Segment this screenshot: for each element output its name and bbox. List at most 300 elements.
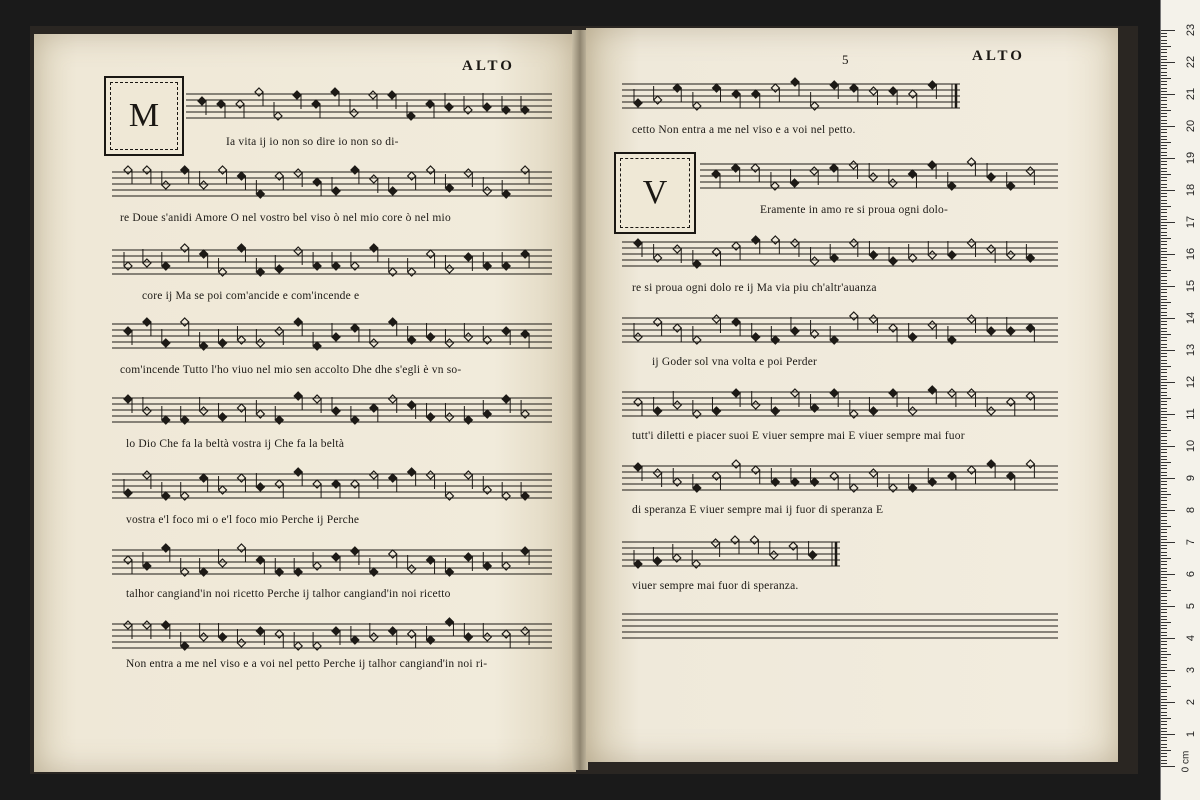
- note-head: [332, 480, 340, 488]
- ruler-minor-tick: [1161, 753, 1167, 754]
- note-head: [408, 268, 416, 276]
- note-head: [731, 536, 739, 544]
- note-head: [830, 254, 838, 262]
- note-head: [521, 547, 529, 555]
- ruler-minor-tick: [1161, 260, 1167, 261]
- lyric-line: di speranza E viuer sempre mai ij fuor di speranza E: [632, 504, 884, 516]
- ruler-number: 21: [1185, 87, 1197, 101]
- ruler-tick: [1161, 478, 1175, 479]
- note-head: [237, 404, 245, 412]
- ruler-tick: [1161, 318, 1175, 319]
- ruler-minor-tick: [1161, 171, 1167, 172]
- note-head: [427, 333, 435, 341]
- ruler-minor-tick: [1161, 504, 1167, 505]
- ruler-minor-tick: [1161, 526, 1171, 527]
- note-head: [521, 492, 529, 500]
- ruler-minor-tick: [1161, 379, 1167, 380]
- ruler-minor-tick: [1161, 123, 1167, 124]
- ruler-minor-tick: [1161, 676, 1167, 677]
- music-staff: [112, 316, 552, 356]
- ruler-minor-tick: [1161, 593, 1167, 594]
- ruler-minor-tick: [1161, 331, 1167, 332]
- ruler-minor-tick: [1161, 52, 1167, 53]
- note-head: [313, 395, 321, 403]
- ruler-minor-tick: [1161, 33, 1167, 34]
- note-head: [693, 484, 701, 492]
- note-head: [673, 401, 681, 409]
- ruler-minor-tick: [1161, 443, 1167, 444]
- ruler-minor-tick: [1161, 523, 1167, 524]
- note-head: [162, 339, 170, 347]
- note-head: [219, 486, 227, 494]
- ruler-minor-tick: [1161, 558, 1171, 559]
- note-head: [124, 166, 132, 174]
- ruler-minor-tick: [1161, 436, 1167, 437]
- note-head: [968, 389, 976, 397]
- note-head: [502, 327, 510, 335]
- note-head: [143, 259, 151, 267]
- note-head: [1007, 182, 1015, 190]
- ruler-minor-tick: [1161, 408, 1167, 409]
- note-head: [313, 480, 321, 488]
- note-head: [673, 84, 681, 92]
- ruler-minor-tick: [1161, 612, 1167, 613]
- note-head: [275, 265, 283, 273]
- note-head: [712, 407, 720, 415]
- ruler-minor-tick: [1161, 40, 1167, 41]
- ruler-minor-tick: [1161, 590, 1171, 591]
- left-page-header: ALTO: [462, 58, 515, 74]
- ruler-minor-tick: [1161, 616, 1167, 617]
- note-head: [408, 401, 416, 409]
- note-head: [909, 90, 917, 98]
- note-head: [407, 112, 415, 120]
- note-head: [948, 389, 956, 397]
- note-head: [889, 484, 897, 492]
- ruler-number: 18: [1185, 183, 1197, 197]
- ruler-minor-tick: [1161, 107, 1167, 108]
- note-head: [732, 164, 740, 172]
- note-head: [332, 553, 340, 561]
- note-head: [770, 551, 778, 559]
- ruler-minor-tick: [1161, 56, 1167, 57]
- note-head: [634, 560, 642, 568]
- note-head: [293, 91, 301, 99]
- note-head: [1007, 472, 1015, 480]
- note-head: [464, 633, 472, 641]
- note-head: [294, 318, 302, 326]
- note-head: [236, 100, 244, 108]
- note-head: [313, 178, 321, 186]
- ruler-minor-tick: [1161, 651, 1167, 652]
- ruler-tick: [1161, 62, 1175, 63]
- ruler-minor-tick: [1161, 296, 1167, 297]
- note-head: [275, 630, 283, 638]
- ruler-minor-tick: [1161, 212, 1167, 213]
- ruler-minor-tick: [1161, 308, 1167, 309]
- note-head: [275, 327, 283, 335]
- note-head: [219, 413, 227, 421]
- note-head: [294, 642, 302, 650]
- ruler-tick: [1161, 126, 1175, 127]
- ruler-tick: [1161, 542, 1175, 543]
- note-head: [752, 90, 760, 98]
- lyric-line: viuer sempre mai fuor di speranza.: [632, 580, 799, 592]
- note-head: [771, 236, 779, 244]
- ruler-minor-tick: [1161, 452, 1167, 453]
- ruler-tick: [1161, 382, 1175, 383]
- note-head: [869, 407, 877, 415]
- ruler-minor-tick: [1161, 328, 1167, 329]
- note-head: [351, 480, 359, 488]
- ruler-number: 2: [1185, 698, 1197, 706]
- note-head: [370, 568, 378, 576]
- note-head: [389, 318, 397, 326]
- ruler-minor-tick: [1161, 718, 1171, 719]
- ruler-minor-tick: [1161, 641, 1167, 642]
- ruler-minor-tick: [1161, 49, 1167, 50]
- ruler-minor-tick: [1161, 177, 1167, 178]
- note-head: [312, 100, 320, 108]
- note-head: [370, 339, 378, 347]
- ruler-minor-tick: [1161, 635, 1167, 636]
- note-head: [389, 395, 397, 403]
- ruler-minor-tick: [1161, 75, 1167, 76]
- note-head: [427, 413, 435, 421]
- note-head: [811, 478, 819, 486]
- note-head: [408, 468, 416, 476]
- note-head: [389, 627, 397, 635]
- note-head: [830, 81, 838, 89]
- ruler-minor-tick: [1161, 696, 1167, 697]
- ruler-minor-tick: [1161, 411, 1167, 412]
- note-head: [445, 413, 453, 421]
- note-head: [752, 466, 760, 474]
- ruler-minor-tick: [1161, 385, 1167, 386]
- lyric-line: Eramente in amo re si proua ogni dolo-: [760, 204, 949, 216]
- ruler-tick: [1161, 350, 1175, 351]
- ruler-minor-tick: [1161, 164, 1167, 165]
- note-head: [181, 642, 189, 650]
- note-head: [751, 164, 759, 172]
- ruler-minor-tick: [1161, 728, 1167, 729]
- note-head: [389, 550, 397, 558]
- ruler-minor-tick: [1161, 142, 1171, 143]
- note-head: [948, 182, 956, 190]
- note-head: [987, 245, 995, 253]
- ruler-minor-tick: [1161, 449, 1167, 450]
- ruler-tick: [1161, 638, 1175, 639]
- note-head: [445, 492, 453, 500]
- lyric-line: Non entra a me nel viso e a voi nel petto Perche ij talhor cangiand'in noi ri-: [126, 658, 488, 670]
- ruler-minor-tick: [1161, 264, 1167, 265]
- note-head: [1007, 251, 1015, 259]
- note-head: [654, 318, 662, 326]
- ruler-number: 23: [1185, 23, 1197, 37]
- note-head: [909, 407, 917, 415]
- ruler-minor-tick: [1161, 168, 1167, 169]
- note-head: [502, 630, 510, 638]
- ruler-minor-tick: [1161, 363, 1167, 364]
- ruler-number: 14: [1185, 311, 1197, 325]
- ruler-minor-tick: [1161, 683, 1167, 684]
- ruler-minor-tick: [1161, 305, 1167, 306]
- music-staff: [186, 86, 552, 126]
- ruler-minor-tick: [1161, 596, 1167, 597]
- lyric-line: ij Goder sol vna volta e poi Perder: [652, 356, 818, 368]
- ruler-minor-tick: [1161, 433, 1167, 434]
- ruler-minor-tick: [1161, 712, 1167, 713]
- note-head: [771, 182, 779, 190]
- ruler-number: 6: [1185, 570, 1197, 578]
- note-head: [124, 489, 132, 497]
- note-head: [181, 166, 189, 174]
- ruler-minor-tick: [1161, 664, 1167, 665]
- ruler-minor-tick: [1161, 360, 1167, 361]
- ruler-minor-tick: [1161, 731, 1167, 732]
- ruler-minor-tick: [1161, 193, 1167, 194]
- note-head: [294, 568, 302, 576]
- note-head: [634, 333, 642, 341]
- note-head: [294, 468, 302, 476]
- note-head: [732, 242, 740, 250]
- ruler-minor-tick: [1161, 276, 1167, 277]
- music-staff: [112, 616, 552, 656]
- ruler-minor-tick: [1161, 484, 1167, 485]
- note-head: [830, 472, 838, 480]
- note-head: [909, 484, 917, 492]
- ruler-minor-tick: [1161, 302, 1171, 303]
- ruler-tick: [1161, 158, 1175, 159]
- note-head: [483, 336, 491, 344]
- ruler-minor-tick: [1161, 763, 1167, 764]
- note-head: [389, 268, 397, 276]
- ruler-number: 13: [1185, 343, 1197, 357]
- note-head: [219, 268, 227, 276]
- ruler-minor-tick: [1161, 756, 1167, 757]
- note-head: [294, 392, 302, 400]
- ruler-minor-tick: [1161, 536, 1167, 537]
- ruler-tick: [1161, 510, 1175, 511]
- ruler-tick: [1161, 446, 1175, 447]
- note-head: [370, 175, 378, 183]
- music-staff: [112, 164, 552, 204]
- initial-letter-v: V: [642, 174, 668, 211]
- note-head: [200, 250, 208, 258]
- decorated-initial-m: [104, 76, 184, 156]
- ruler-number: 11: [1185, 408, 1197, 420]
- note-head: [256, 627, 264, 635]
- ruler-minor-tick: [1161, 705, 1167, 706]
- note-head: [464, 333, 472, 341]
- note-head: [889, 87, 897, 95]
- ruler-minor-tick: [1161, 267, 1167, 268]
- ruler-minor-tick: [1161, 376, 1167, 377]
- ruler-minor-tick: [1161, 187, 1167, 188]
- ruler-minor-tick: [1161, 456, 1167, 457]
- note-head: [426, 100, 434, 108]
- ruler-minor-tick: [1161, 209, 1167, 210]
- ruler-minor-tick: [1161, 116, 1167, 117]
- note-head: [850, 161, 858, 169]
- note-head: [791, 78, 799, 86]
- note-head: [181, 568, 189, 576]
- ruler-minor-tick: [1161, 398, 1171, 399]
- note-head: [752, 236, 760, 244]
- note-head: [673, 324, 681, 332]
- ruler-minor-tick: [1161, 59, 1167, 60]
- ruler-minor-tick: [1161, 248, 1167, 249]
- note-head: [274, 112, 282, 120]
- note-head: [948, 336, 956, 344]
- note-head: [275, 172, 283, 180]
- note-head: [928, 321, 936, 329]
- ruler-minor-tick: [1161, 580, 1167, 581]
- note-head: [256, 483, 264, 491]
- ruler-minor-tick: [1161, 395, 1167, 396]
- note-head: [1007, 398, 1015, 406]
- note-head: [124, 327, 132, 335]
- ruler-minor-tick: [1161, 235, 1167, 236]
- lyric-line: re Doue s'anidi Amore O nel vostro bel viso ò nel mio core ò nel mio: [120, 212, 451, 224]
- ruler-minor-tick: [1161, 148, 1167, 149]
- ruler-minor-tick: [1161, 760, 1167, 761]
- ruler-minor-tick: [1161, 180, 1167, 181]
- ruler-tick: [1161, 254, 1175, 255]
- note-head: [811, 257, 819, 265]
- note-head: [502, 395, 510, 403]
- note-head: [771, 407, 779, 415]
- note-head: [162, 416, 170, 424]
- note-head: [313, 642, 321, 650]
- ruler-minor-tick: [1161, 619, 1167, 620]
- note-head: [850, 239, 858, 247]
- note-head: [427, 556, 435, 564]
- ruler-minor-tick: [1161, 241, 1167, 242]
- note-head: [427, 471, 435, 479]
- note-head: [445, 103, 453, 111]
- note-head: [967, 158, 975, 166]
- ruler-minor-tick: [1161, 155, 1167, 156]
- note-head: [869, 173, 877, 181]
- note-head: [237, 172, 245, 180]
- note-head: [909, 333, 917, 341]
- ruler-minor-tick: [1161, 744, 1167, 745]
- ruler-minor-tick: [1161, 632, 1167, 633]
- note-head: [771, 478, 779, 486]
- music-staff: [112, 542, 552, 582]
- note-head: [789, 542, 797, 550]
- ruler-unit-label: 0 cm: [1180, 750, 1192, 773]
- ruler-tick: [1161, 30, 1175, 31]
- ruler-minor-tick: [1161, 196, 1167, 197]
- ruler-tick: [1161, 286, 1175, 287]
- ruler-minor-tick: [1161, 654, 1171, 655]
- note-head: [255, 88, 263, 96]
- note-head: [987, 460, 995, 468]
- ruler-minor-tick: [1161, 564, 1167, 565]
- ruler-minor-tick: [1161, 721, 1167, 722]
- note-head: [968, 315, 976, 323]
- ruler-minor-tick: [1161, 225, 1167, 226]
- lyric-line: tutt'i diletti e piacer suoi E viuer sempre mai E viuer sempre mai fuor: [632, 430, 965, 442]
- ruler-minor-tick: [1161, 321, 1167, 322]
- ruler-minor-tick: [1161, 356, 1167, 357]
- ruler-minor-tick: [1161, 388, 1167, 389]
- ruler-minor-tick: [1161, 625, 1167, 626]
- ruler-minor-tick: [1161, 81, 1167, 82]
- note-head: [502, 562, 510, 570]
- ruler-minor-tick: [1161, 369, 1167, 370]
- ruler-minor-tick: [1161, 686, 1171, 687]
- lyric-line: re si proua ogni dolo re ij Ma via piu ch'altr'auanza: [632, 282, 877, 294]
- music-staff: [112, 242, 552, 282]
- ruler-tick: [1161, 94, 1175, 95]
- note-head: [237, 336, 245, 344]
- music-staff: [622, 458, 1058, 498]
- ruler-minor-tick: [1161, 465, 1167, 466]
- ruler-minor-tick: [1161, 600, 1167, 601]
- music-staff: [112, 390, 552, 430]
- ruler-minor-tick: [1161, 340, 1167, 341]
- note-head: [483, 486, 491, 494]
- note-head: [830, 336, 838, 344]
- ruler-number: 12: [1185, 375, 1197, 389]
- ruler-minor-tick: [1161, 337, 1167, 338]
- note-head: [351, 416, 359, 424]
- ruler-minor-tick: [1161, 737, 1167, 738]
- note-head: [351, 262, 359, 270]
- ruler-minor-tick: [1161, 228, 1167, 229]
- ruler-minor-tick: [1161, 516, 1167, 517]
- note-head: [693, 102, 701, 110]
- note-head: [928, 478, 936, 486]
- ruler-minor-tick: [1161, 289, 1167, 290]
- note-head: [143, 562, 151, 570]
- ruler-minor-tick: [1161, 273, 1167, 274]
- note-head: [889, 179, 897, 187]
- ruler-minor-tick: [1161, 152, 1167, 153]
- ruler-minor-tick: [1161, 740, 1167, 741]
- note-head: [673, 554, 681, 562]
- music-staff: [700, 156, 1058, 196]
- ruler-number: 15: [1185, 279, 1197, 293]
- ruler-minor-tick: [1161, 324, 1167, 325]
- ruler-minor-tick: [1161, 494, 1171, 495]
- ruler-minor-tick: [1161, 206, 1171, 207]
- ruler-minor-tick: [1161, 417, 1167, 418]
- note-head: [369, 91, 377, 99]
- note-head: [634, 398, 642, 406]
- ruler-minor-tick: [1161, 571, 1167, 572]
- ruler-minor-tick: [1161, 299, 1167, 300]
- note-head: [483, 562, 491, 570]
- note-head: [256, 268, 264, 276]
- note-head: [869, 251, 877, 259]
- ruler-minor-tick: [1161, 520, 1167, 521]
- note-head: [219, 166, 227, 174]
- ruler-minor-tick: [1161, 603, 1167, 604]
- note-head: [889, 389, 897, 397]
- note-head: [332, 262, 340, 270]
- note-head: [869, 469, 877, 477]
- note-head: [850, 484, 858, 492]
- ruler-minor-tick: [1161, 657, 1167, 658]
- note-head: [502, 106, 510, 114]
- note-head: [351, 547, 359, 555]
- note-head: [275, 416, 283, 424]
- ruler-minor-tick: [1161, 699, 1167, 700]
